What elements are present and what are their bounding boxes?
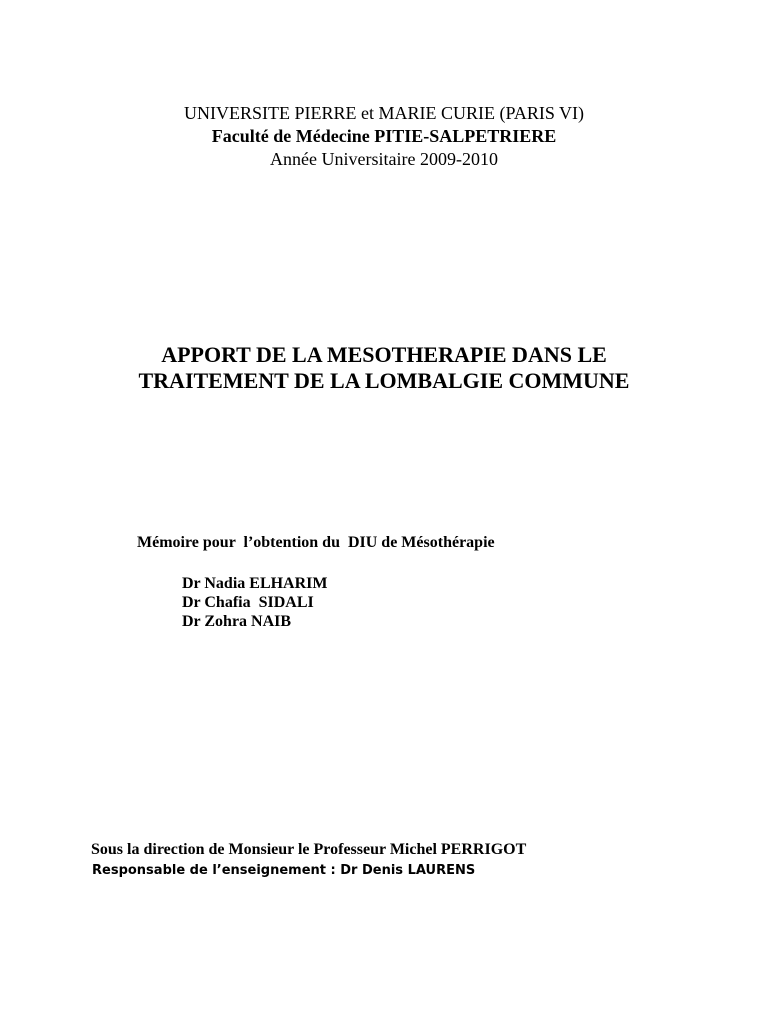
author-item: Dr Zohra NAIB [182,613,292,630]
document-header [0,102,768,171]
author-list [182,574,328,631]
title-line-2: TRAITEMENT DE LA LOMBALGIE COMMUNE [138,368,630,393]
document-title [0,342,768,394]
responsible-line: Responsable de l’enseignement : Dr Denis LAURENS [92,863,476,878]
author-item: Dr Nadia ELHARIM [182,575,328,592]
author-item: Dr Chafia SIDALI [182,594,314,611]
memoire-subtitle: Mémoire pour l’obtention du DIU de Mésothérapie [137,534,495,551]
faculty-name: Faculté de Médecine PITIE-SALPETRIERE [211,126,557,146]
academic-year: Année Universitaire 2009-2010 [270,149,498,169]
title-line-1: APPORT DE LA MESOTHERAPIE DANS LE [161,342,607,367]
university-name: UNIVERSITE PIERRE et MARIE CURIE (PARIS VI) [183,103,584,123]
supervisor-line: Sous la direction de Monsieur le Professeur Michel PERRIGOT [91,841,527,858]
